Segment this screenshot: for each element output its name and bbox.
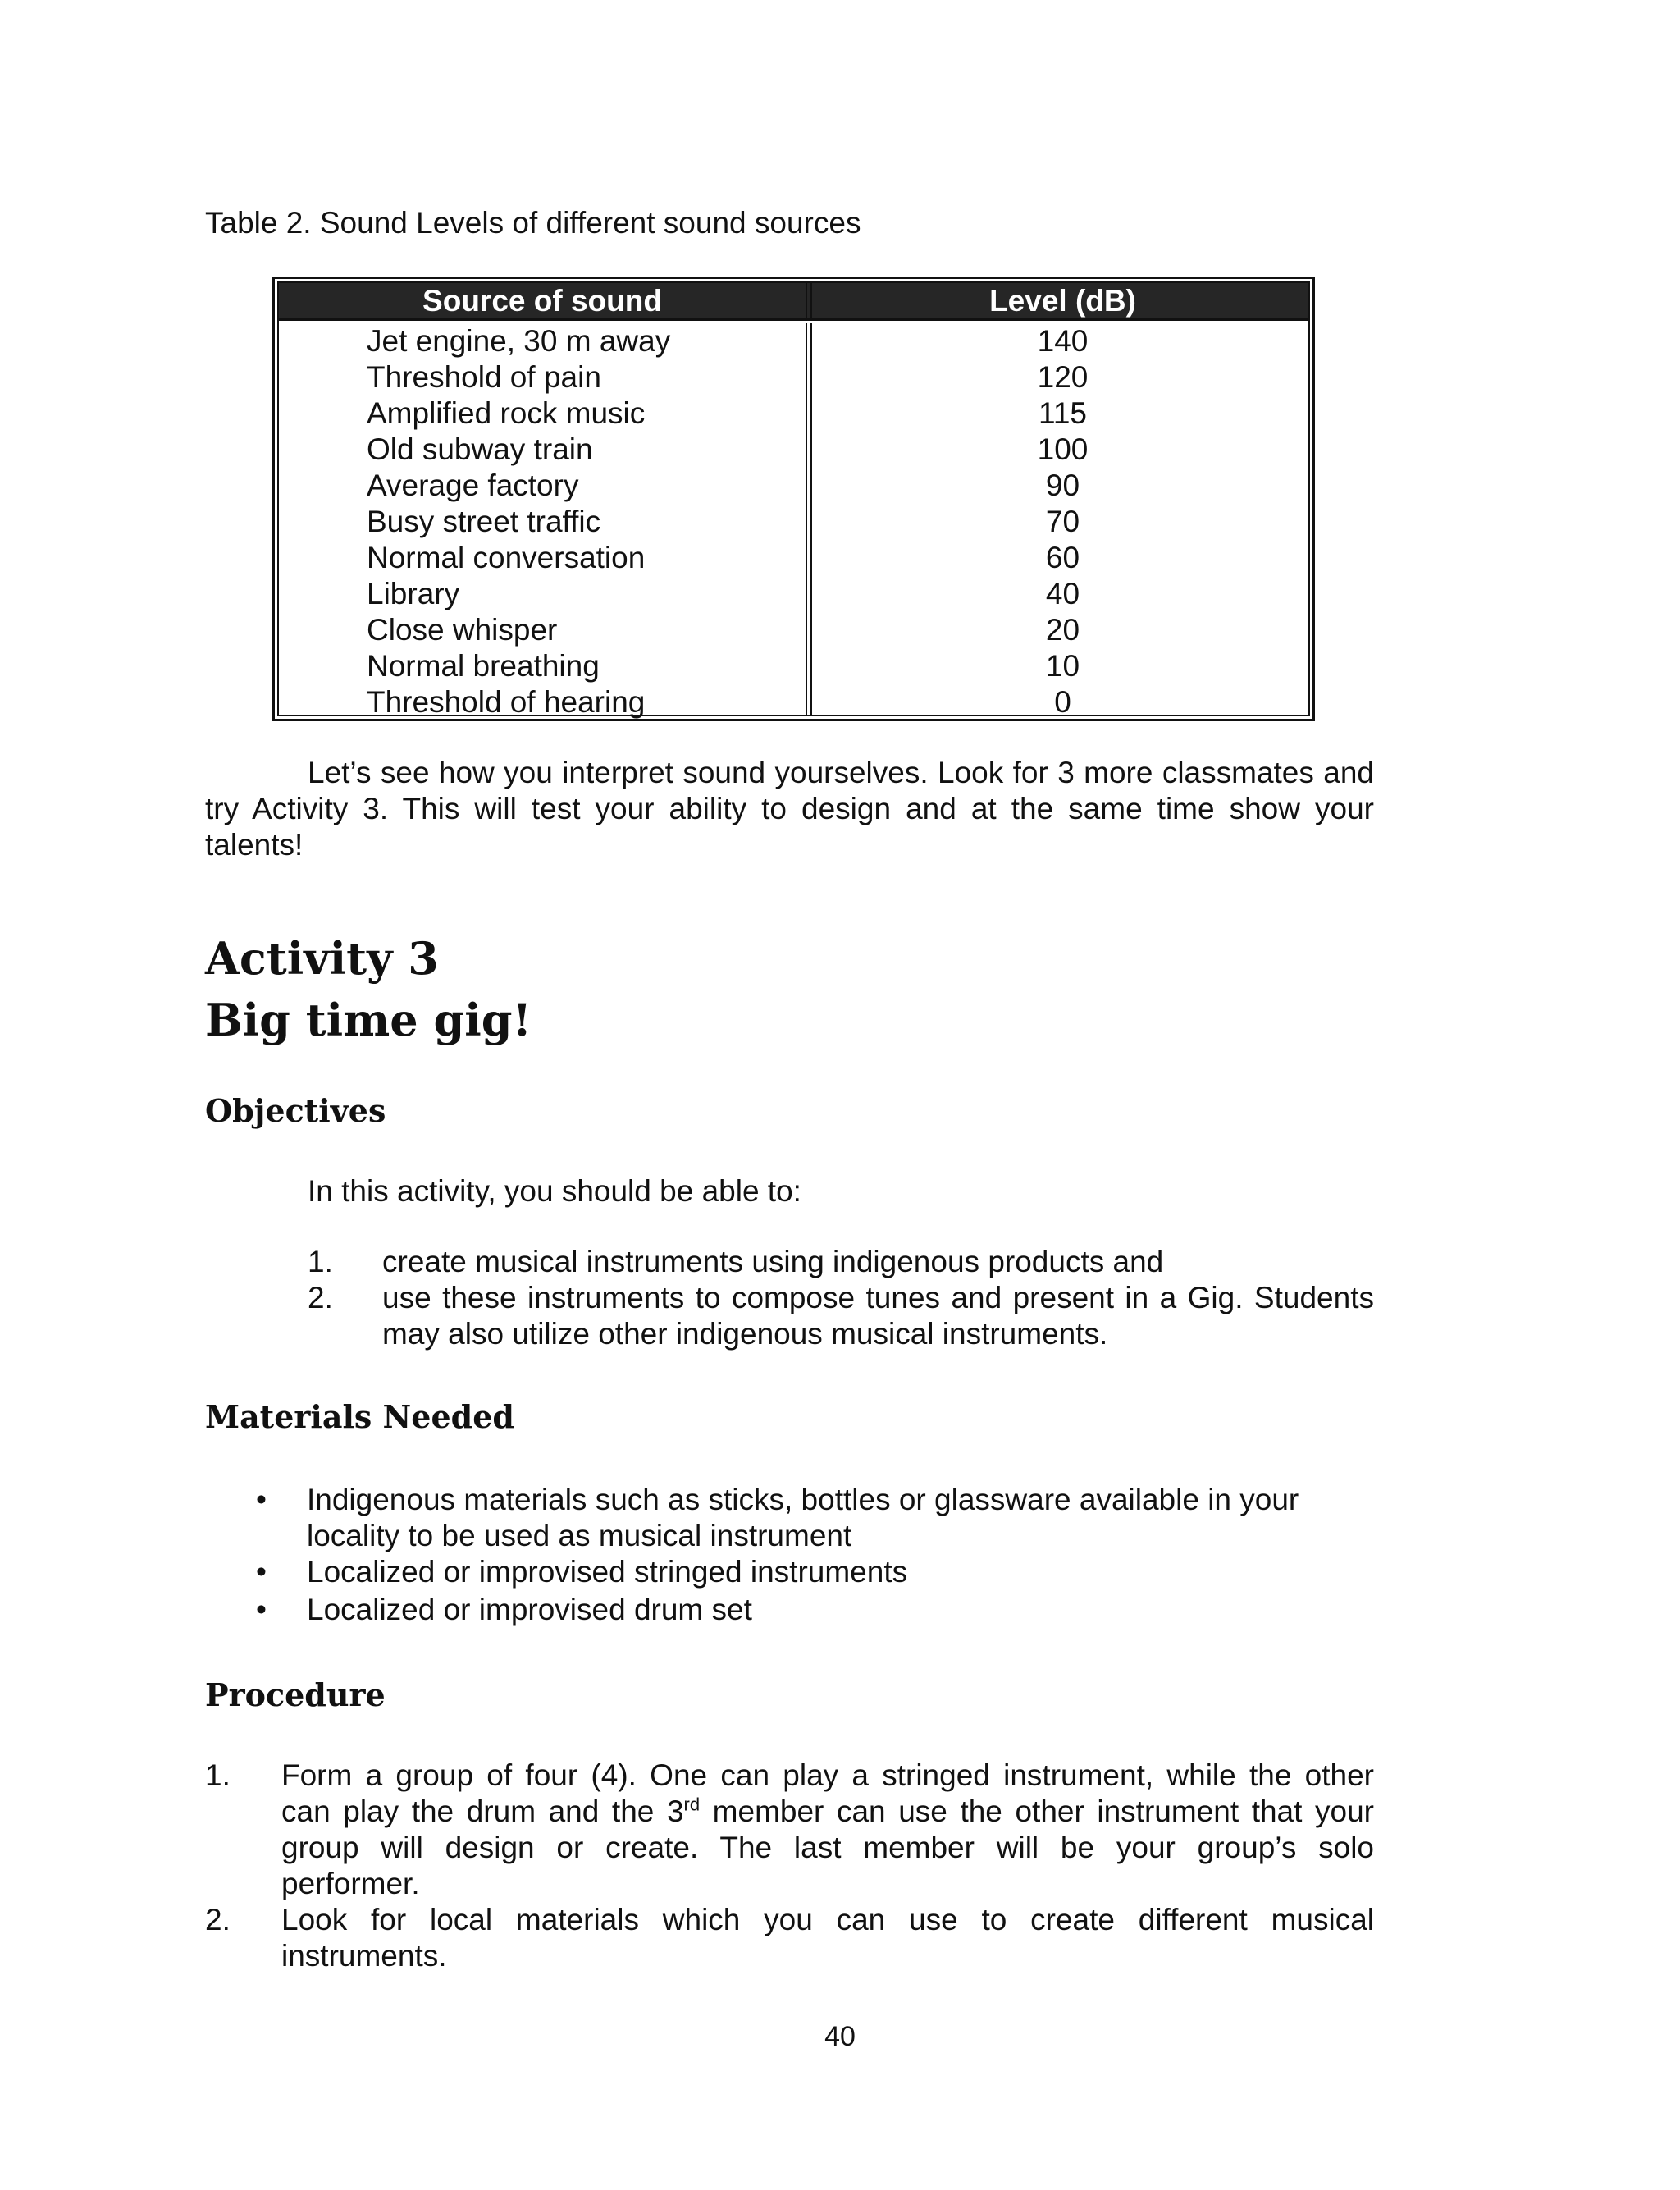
sound-levels-table [272,277,1315,721]
row-level: 0 [1054,685,1071,719]
activity-number-heading: Activity 3 [205,932,439,985]
bullet-icon: • [256,1593,267,1626]
row-level: 10 [1045,649,1080,683]
objectives-lead: In this activity, you should be able to: [308,1174,801,1208]
row-source: Busy street traffic [367,505,601,538]
row-level: 40 [1045,577,1080,610]
row-level: 60 [1045,541,1080,574]
row-source: Normal breathing [367,649,600,683]
objective-1-number: 1. [308,1245,333,1278]
procedure-step-1-number: 1. [205,1758,231,1792]
table-row [279,576,1308,612]
header-column-divider [806,283,812,318]
table-caption: Table 2. Sound Levels of different sound sources [205,206,861,240]
row-source: Jet engine, 30 m away [367,324,671,358]
procedure-step-2-line1: Look for local materials which you can use to create different musical [281,1903,1374,1936]
intro-paragraph: Let’s see how you interpret sound yourselves. Look for 3 more classmates and try Activity 3. This will test your ability to design and at the same time show your talents! [205,756,1374,862]
objectives-heading: Objectives [205,1092,386,1129]
material-1-line1: Indigenous materials such as sticks, bottles or glassware available in your [307,1483,1299,1516]
table-row [279,540,1308,576]
row-level: 20 [1045,613,1080,647]
row-level: 120 [1037,360,1089,394]
table-body [279,323,1308,720]
procedure-step-1-line2-pre: can play the drum and the 3 [281,1795,684,1828]
table-row [279,504,1308,540]
table-row [279,359,1308,395]
material-2-line1: Localized or improvised stringed instruments [307,1555,908,1589]
row-source: Close whisper [367,613,558,647]
table-row [279,684,1308,720]
header-level-db: Level (dB) [989,284,1136,318]
table-row [279,648,1308,684]
ordinal-suffix: rd [683,1794,701,1815]
procedure-step-1-line1: Form a group of four (4). One can play a stringed instrument, while the other [281,1758,1374,1792]
row-source: Threshold of pain [367,360,601,394]
row-source: Old subway train [367,432,593,466]
materials-heading: Materials Needed [205,1398,514,1435]
objective-1-text: create musical instruments using indigenous products and [382,1245,1164,1278]
procedure-step-1-line4: performer. [281,1867,420,1900]
procedure-step-1-line3: group will design or create. The last member will be your group’s solo [281,1831,1374,1864]
activity-title-heading: Big time gig! [205,994,532,1046]
procedure-step-1-line2 [281,1794,1374,1830]
material-3-line1: Localized or improvised drum set [307,1593,752,1626]
table-row [279,612,1308,648]
objective-2-text-line1: use these instruments to compose tunes and present in a Gig. Students [382,1281,1374,1314]
row-source: Amplified rock music [367,396,646,430]
table-row [279,323,1308,359]
table-row [279,468,1308,504]
row-level: 100 [1037,432,1089,466]
table-row [279,432,1308,468]
page-number: 40 [824,2021,856,2052]
material-1-line2: locality to be used as musical instrument [307,1519,852,1552]
procedure-step-2-number: 2. [205,1903,231,1936]
procedure-step-1-line2-post: member can use the other instrument that your [700,1795,1374,1828]
table-row [279,395,1308,432]
procedure-heading: Procedure [205,1676,386,1713]
row-level: 140 [1037,324,1089,358]
row-source: Average factory [367,469,579,502]
objective-2-text-line2: may also utilize other indigenous musical instruments. [382,1317,1108,1351]
row-level: 115 [1039,396,1087,430]
row-level: 90 [1045,469,1080,502]
procedure-step-2-line2: instruments. [281,1939,447,1973]
row-level: 70 [1045,505,1080,538]
bullet-icon: • [256,1483,267,1516]
bullet-icon: • [256,1555,267,1589]
table-header-row [279,283,1308,321]
header-source-of-sound: Source of sound [422,284,662,318]
objective-2-number: 2. [308,1281,333,1314]
table-inner-frame [277,281,1310,719]
row-source: Threshold of hearing [367,685,646,719]
row-source: Normal conversation [367,541,646,574]
row-source: Library [367,577,460,610]
